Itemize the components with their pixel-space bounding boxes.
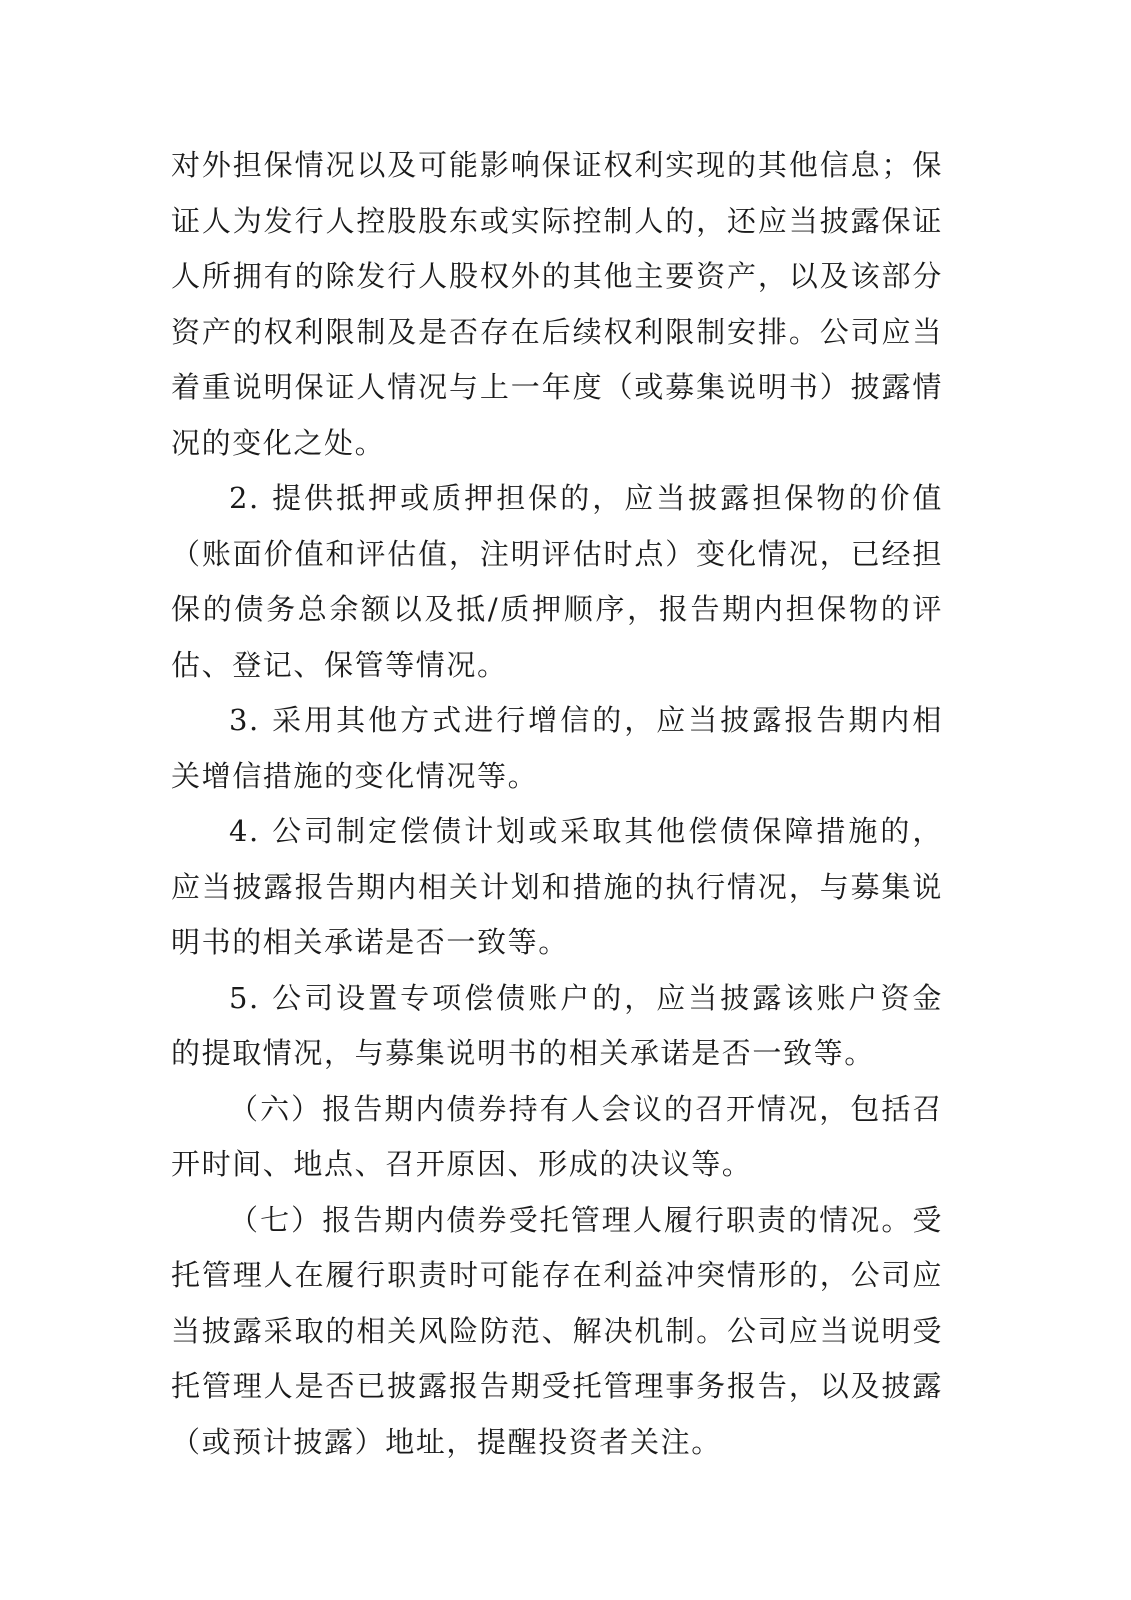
paragraph-section-6: （六）报告期内债券持有人会议的召开情况，包括召开时间、地点、召开原因、形成的决议等。 xyxy=(171,1091,943,1181)
paragraph-section-7: （七）报告期内债券受托管理人履行职责的情况。受托管理人在履行职责时可能存在利益冲突情形的，公司应当披露采取的相关风险防范、解决机制。公司应当说明受托管理人是否已披露报告期受托管理事务报告，以及披露（或预计披露）地址，提醒投资者关注。 xyxy=(171,1202,943,1459)
document-body xyxy=(171,138,943,1470)
paragraph-item-3: 3. 采用其他方式进行增信的，应当披露报告期内相关增信措施的变化情况等。 xyxy=(171,703,943,793)
paragraph-item-4: 4. 公司制定偿债计划或采取其他偿债保障措施的，应当披露报告期内相关计划和措施的执行情况，与募集说明书的相关承诺是否一致等。 xyxy=(171,814,943,959)
paragraph-item-2: 2. 提供抵押或质押担保的，应当披露担保物的价值（账面价值和评估值，注明评估时点）变化情况，已经担保的债务总余额以及抵/质押顺序，报告期内担保物的评估、登记、保管等情况。 xyxy=(171,481,943,682)
paragraph-item-5: 5. 公司设置专项偿债账户的，应当披露该账户资金的提取情况，与募集说明书的相关承诺是否一致等。 xyxy=(171,980,943,1070)
paragraph-continuation: 对外担保情况以及可能影响保证权利实现的其他信息；保证人为发行人控股股东或实际控制人的，还应当披露保证人所拥有的除发行人股权外的其他主要资产，以及该部分资产的权利限制及是否存在后续权利限制安排。公司应当着重说明保证人情况与上一年度（或募集说明书）披露情况的变化之处。 xyxy=(171,148,943,460)
